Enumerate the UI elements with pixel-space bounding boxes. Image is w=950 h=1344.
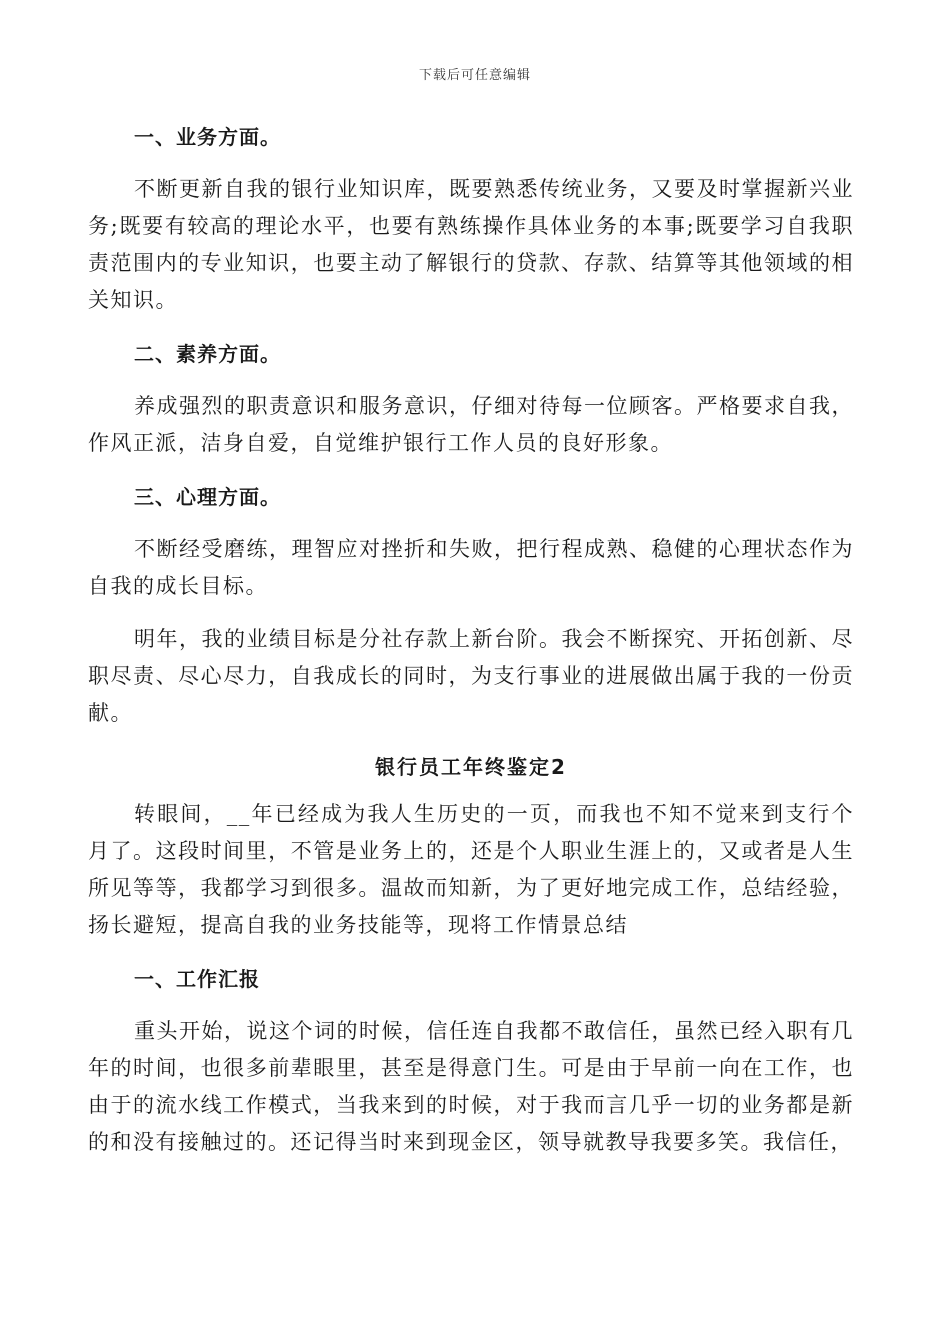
header-note: 下载后可任意编辑 (418, 68, 531, 83)
paragraph-quality: 养成强烈的职责意识和服务意识，仔细对待每一位顾客。严格要求自我，作风正派，洁身自爱，自觉维护银行工作人员的良好形象。 (88, 394, 854, 455)
paragraph-business: 不断更新自我的银行业知识库，既要熟悉传统业务，又要及时掌握新兴业务;既要有较高的理论水平，也要有熟练操作具体业务的本事;既要学习自我职责范围内的专业知识，也要主动了解银行的贷款、存款、结算等其他领域的相关知识。 (88, 177, 854, 312)
section-heading-business: 一、业务方面。 (134, 125, 281, 149)
paragraph-intro: 转眼间，__年已经成为我人生历史的一页，而我也不知不觉来到支行个月了。这段时间里，不管是业务上的，还是个人职业生涯上的，又或者是人生所见等等，我都学习到很多。温故而知新，为了更好地完成工作，总结经验，扬长避短，提高自我的业务技能等，现将工作情景总结 (88, 802, 854, 937)
section-heading-psychology: 三、心理方面。 (134, 485, 281, 509)
section-heading-work-report: 一、工作汇报 (134, 967, 260, 991)
paragraph-next-year-goal: 明年，我的业绩目标是分社存款上新台阶。我会不断探究、开拓创新、尽职尽责、尽心尽力，自我成长的同时，为支行事业的进展做出属于我的一份贡献。 (88, 627, 854, 725)
document-body (88, 118, 854, 1177)
section-heading-quality: 二、素养方面。 (134, 342, 281, 366)
paragraph-work-report: 重头开始，说这个词的时候，信任连自我都不敢信任，虽然已经入职有几年的时间，也很多前辈眼里，甚至是得意门生。可是由于早前一向在工作，也由于的流水线工作模式，当我来到的时候，对于我而言几乎一切的业务都是新的和没有接触过的。还记得当时来到现金区，领导就教导我要多笑。我信任， (88, 1019, 854, 1154)
paragraph-psychology: 不断经受磨练，理智应对挫折和失败，把行程成熟、稳健的心理状态作为自我的成长目标。 (88, 537, 854, 598)
document-title: 银行员工年终鉴定2 (375, 755, 567, 779)
